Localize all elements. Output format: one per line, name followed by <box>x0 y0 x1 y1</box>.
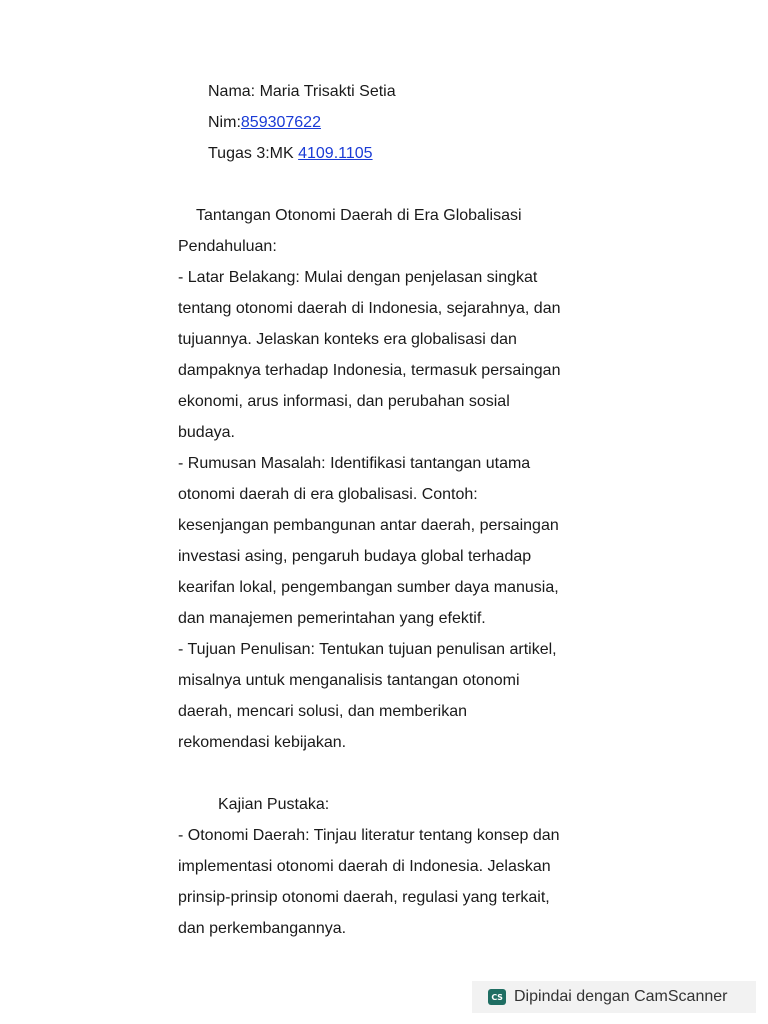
body-line: prinsip-prinsip otonomi daerah, regulasi yang terkait, <box>178 889 550 906</box>
body-line: implementasi otonomi daerah di Indonesia. Jelaskan <box>178 858 551 875</box>
body-line: dampaknya terhadap Indonesia, termasuk persaingan <box>178 362 561 379</box>
nim-link[interactable]: 859307622 <box>240 114 321 131</box>
watermark-text: Dipindai dengan CamScanner <box>514 988 728 1005</box>
body-line: Pendahuluan: <box>178 238 277 255</box>
tugas-line <box>208 144 373 164</box>
body-line: - Latar Belakang: Mulai dengan penjelasan singkat <box>178 269 538 286</box>
camscanner-watermark <box>472 981 756 1013</box>
body-line: investasi asing, pengaruh budaya global terhadap <box>178 548 532 565</box>
nim-label: Nim: <box>208 114 241 131</box>
document-title: Tantangan Otonomi Daerah di Era Globalisasi <box>196 207 522 224</box>
section-heading-kajian-pustaka: Kajian Pustaka: <box>218 796 330 813</box>
nim-line <box>208 113 321 133</box>
camscanner-logo-icon: CS <box>488 989 506 1005</box>
body-line: kearifan lokal, pengembangan sumber daya manusia, <box>178 579 559 596</box>
body-line: tujuannya. Jelaskan konteks era globalisasi dan <box>178 331 517 348</box>
body-line: - Otonomi Daerah: Tinjau literatur tentang konsep dan <box>178 827 560 844</box>
body-line: dan perkembangannya. <box>178 920 347 937</box>
body-line: daerah, mencari solusi, dan memberikan <box>178 703 468 720</box>
body-line: kesenjangan pembangunan antar daerah, persaingan <box>178 517 559 534</box>
body-line: - Tujuan Penulisan: Tentukan tujuan penulisan artikel, <box>178 641 557 658</box>
student-name: Nama: Maria Trisakti Setia <box>208 83 396 100</box>
body-line: tentang otonomi daerah di Indonesia, sejarahnya, dan <box>178 300 561 317</box>
course-code-link[interactable]: 4109.1105 <box>298 145 373 162</box>
body-line: misalnya untuk menganalisis tantangan otonomi <box>178 672 520 689</box>
body-line: ekonomi, arus informasi, dan perubahan sosial <box>178 393 510 410</box>
body-line: rekomendasi kebijakan. <box>178 734 347 751</box>
body-line: - Rumusan Masalah: Identifikasi tantangan utama <box>178 455 531 472</box>
body-line: otonomi daerah di era globalisasi. Contoh: <box>178 486 478 503</box>
body-line: dan manajemen pemerintahan yang efektif. <box>178 610 486 627</box>
body-line: budaya. <box>178 424 235 441</box>
tugas-label: Tugas 3:MK <box>208 145 299 162</box>
